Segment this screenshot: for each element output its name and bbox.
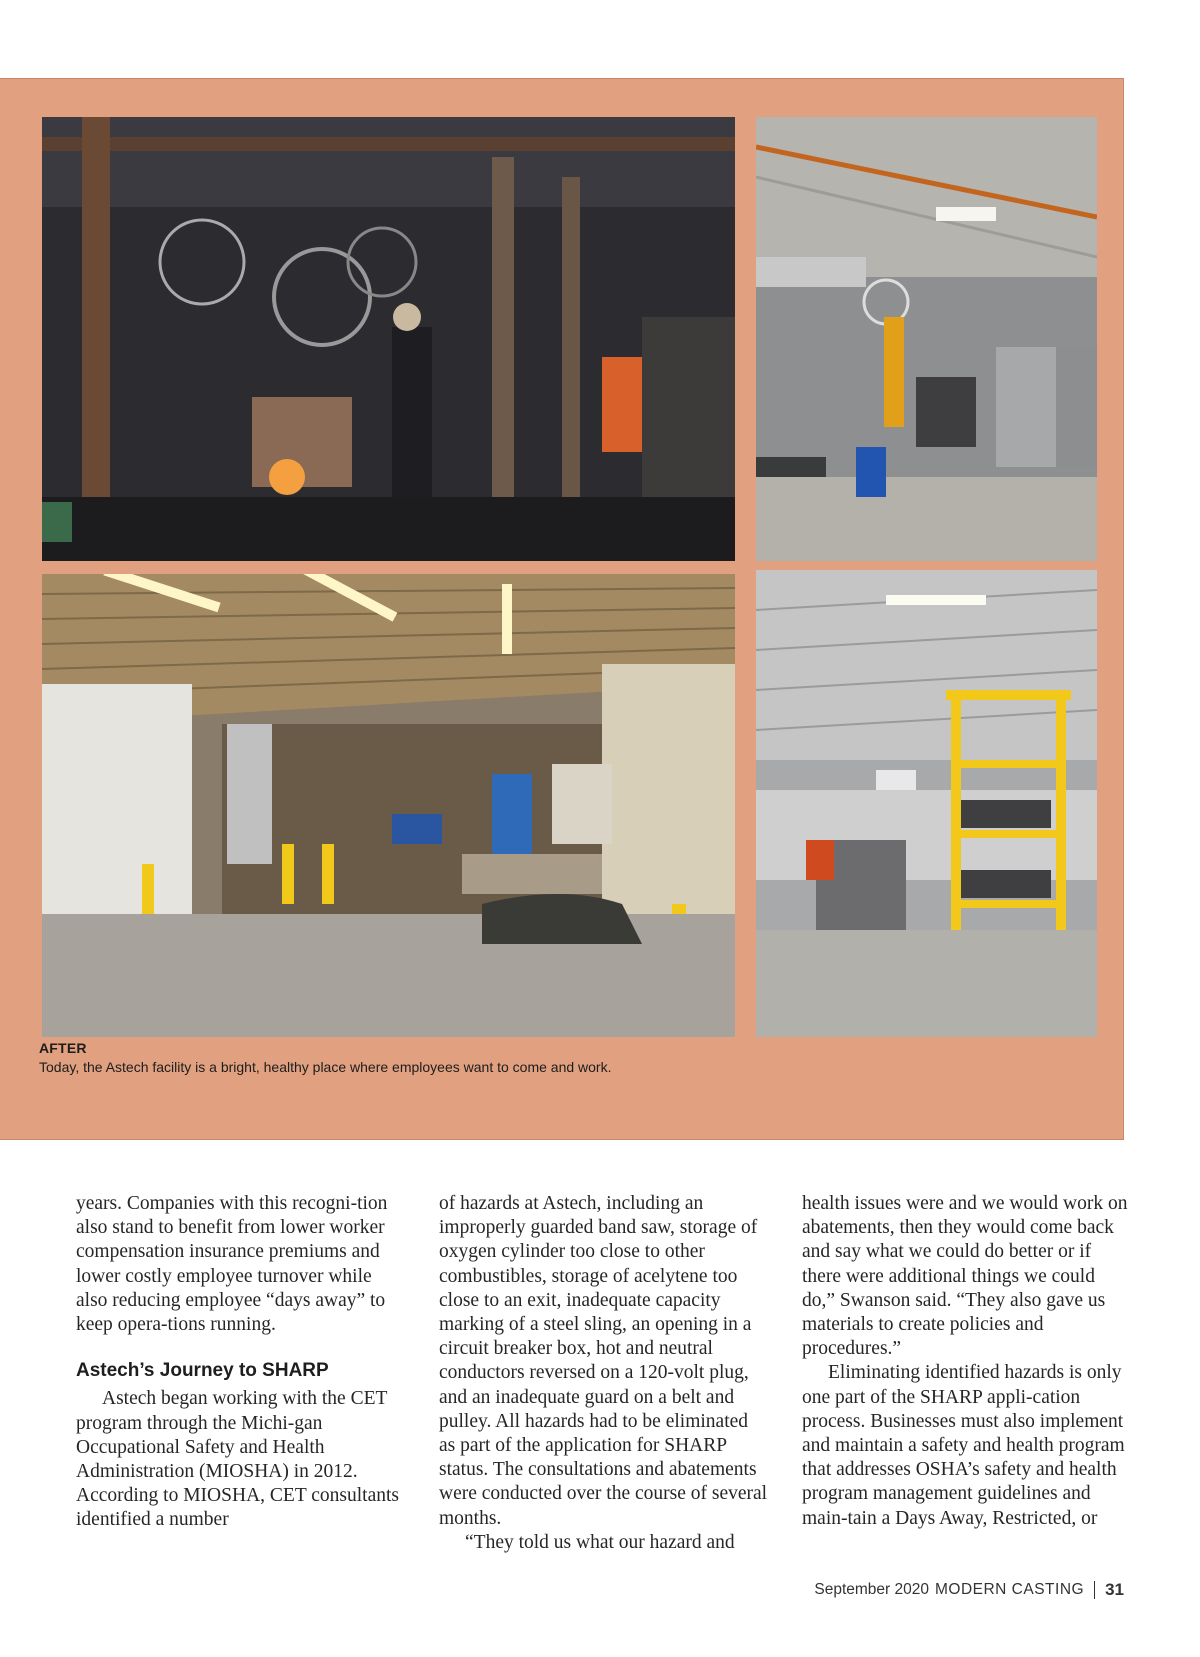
col1-paragraph-2: Astech began working with the CET program through the Michi-gan Occupational Safety and Health Administration (MIOSHA) in 2012. According to MIOSHA, CET consultants identified a number <box>76 1388 399 1531</box>
col3-paragraph-2: Eliminating identified hazards is only one part of the SHARP appli-cation process. Businesses must also implement and maintain a safety and health program that addresses OSHA’s safety and health program management guidelines and main-tain a Days Away, Restricted, or <box>802 1362 1125 1529</box>
footer-divider <box>1094 1581 1095 1599</box>
footer-date: September 2020 <box>814 1581 929 1598</box>
page-number: 31 <box>1105 1580 1124 1599</box>
photo-foundry-pouring <box>42 117 735 561</box>
col2-paragraph-1: of hazards at Astech, including an improperly guarded band saw, storage of oxygen cylinder too close to other combustibles, storage of acelytene too close to an exit, inadequate capacity marking of a steel sling, an opening in a circuit breaker box, hot and neutral conductors reversed on a 120-volt plug, and an inadequate guard on a belt and pulley. All hazards had to be eliminated as part of the application for SHARP status. The consultations and abatements were conducted over the course of several months. <box>439 1193 768 1529</box>
photo-warehouse-bay <box>756 117 1097 561</box>
footer-magazine: MODERN CASTING <box>934 1581 1085 1598</box>
column-3 <box>802 1192 1132 1531</box>
column-2 <box>439 1192 769 1555</box>
col2-paragraph-2: “They told us what our hazard and <box>465 1531 735 1553</box>
photo-yellow-rack <box>756 570 1097 1037</box>
caption-title: AFTER <box>39 1040 87 1056</box>
col1-paragraph-1: years. Companies with this recogni-tion also stand to benefit from lower worker compensation insurance premiums and lower costly employee turnover while also reducing employee “days away” to keep opera-tions running. <box>76 1193 388 1336</box>
column-1 <box>76 1192 406 1533</box>
photo-caption <box>39 1040 611 1075</box>
page-footer <box>814 1580 1124 1600</box>
caption-text: Today, the Astech facility is a bright, healthy place where employees want to come and work. <box>39 1059 612 1075</box>
section-heading: Astech’s Journey to SHARP <box>76 1360 329 1382</box>
photo-bay-bollards <box>42 574 735 1037</box>
col3-paragraph-1: health issues were and we would work on abatements, then they would come back and say what we could do better or if there were additional things we could do,” Swanson said. “They also gave us materials to create policies and procedures.” <box>802 1193 1128 1360</box>
